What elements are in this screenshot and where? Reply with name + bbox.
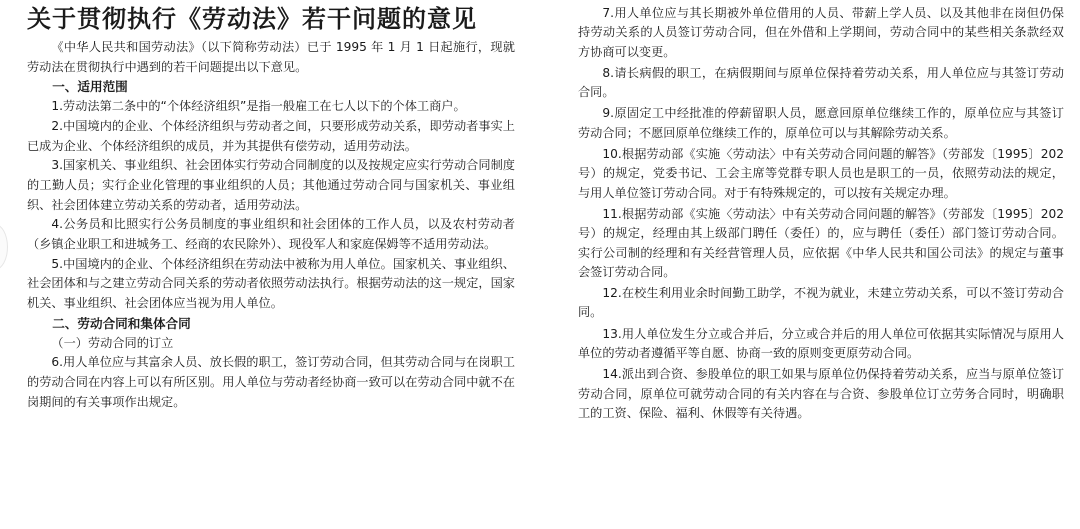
article-14: 14.派出到合资、参股单位的职工如果与原单位仍保持着劳动关系，应当与原单位签订劳动合同，原单位可就劳动合同的有关内容在与合资、参股单位订立劳务合同时，明确职工的工资、保险、福利、休假等有关待遇。	[578, 367, 1064, 420]
article-2: 2.中国境内的企业、个体经济组织与劳动者之间，只要形成劳动关系，即劳动者事实上已成为企业、个体经济组织的成员，并为其提供有偿劳动，适用劳动法。	[27, 118, 515, 153]
section-heading-scope: 一、适用范围	[52, 79, 128, 95]
article-8: 8.请长病假的职工，在病假期间与原单位保持着劳动关系，用人单位应与其签订劳动合同。	[578, 65, 1064, 100]
article-10: 10.根据劳动部《实施〈劳动法〉中有关劳动合同问题的解答》（劳部发〔1995〕202 号）的规定，党委书记、工会主席等党群专职人员也是职工的一员，依照劳动法的规定，与用人单位签订劳动合同。对于有特殊规定的，可以按有关规定办理。	[578, 147, 1064, 200]
section-heading-contracts: 二、劳动合同和集体合同	[52, 315, 191, 331]
left-column	[27, 0, 515, 412]
article-3: 3.国家机关、事业组织、社会团体实行劳动合同制度的以及按规定应实行劳动合同制度的工勤人员；实行企业化管理的事业组织的人员；其他通过劳动合同与国家机关、事业组织、社会团体建立劳动关系的劳动者，适用劳动法。	[27, 158, 515, 212]
article-7: 7.用人单位应与其长期被外单位借用的人员、带薪上学人员、以及其他非在岗但仍保持劳动关系的人员签订劳动合同，但在外借和上学期间，劳动合同中的某些相关条款经双方协商可以变更。	[578, 6, 1064, 59]
article-12: 12.在校生利用业余时间勤工助学，不视为就业，未建立劳动关系，可以不签订劳动合同。	[578, 286, 1064, 320]
right-column	[578, 4, 1064, 423]
article-13: 13.用人单位发生分立或合并后，分立或合并后的用人单位可依据其实际情况与原用人单位的劳动者遵循平等自愿、协商一致的原则变更原劳动合同。	[578, 326, 1064, 361]
article-5: 5.中国境内的企业、个体经济组织在劳动法中被称为用人单位。国家机关、事业组织、社会团体和与之建立劳动合同关系的劳动者依照劳动法执行。根据劳动法的这一规定，国家机关、事业组织、社会团体应当视为用人单位。	[27, 256, 515, 311]
document-title: 关于贯彻执行《劳动法》若干问题的意见	[27, 4, 477, 33]
article-1: 1.劳动法第二条中的“个体经济组织”是指一般雇工在七人以下的个体工商户。	[51, 99, 466, 114]
intro-paragraph: 《中华人民共和国劳动法》（以下简称劳动法）已于 1995 年 1 月 1 日起施行，现就劳动法在贯彻执行中遇到的若干问题提出以下意见。	[27, 40, 515, 74]
subsection-heading-signing: （一）劳动合同的订立	[51, 335, 174, 350]
article-4: 4.公务员和比照实行公务员制度的事业组织和社会团体的工作人员，以及农村劳动者（乡镇企业职工和进城务工、经商的农民除外）、现役军人和家庭保姆等不适用劳动法。	[27, 217, 515, 252]
article-9: 9.原固定工中经批准的停薪留职人员，愿意回原单位继续工作的，原单位应与其签订劳动合同；不愿回原单位继续工作的，原单位可以与其解除劳动关系。	[578, 106, 1064, 140]
page-edge-handle	[0, 224, 8, 270]
article-11: 11.根据劳动部《实施〈劳动法〉中有关劳动合同问题的解答》（劳部发〔1995〕202 号）的规定，经理由其上级部门聘任（委任）的，应与聘任（委任）部门签订劳动合同。实行公司制的经理和有关经营管理人员，应依据《中华人民共和国公司法》的规定与董事会签订劳动合同。	[578, 206, 1064, 279]
article-6: 6.用人单位应与其富余人员、放长假的职工，签订劳动合同，但其劳动合同与在岗职工的劳动合同在内容上可以有所区别。用人单位与劳动者经协商一致可以在劳动合同中就不在岗期间的有关事项作出规定。	[27, 355, 515, 409]
